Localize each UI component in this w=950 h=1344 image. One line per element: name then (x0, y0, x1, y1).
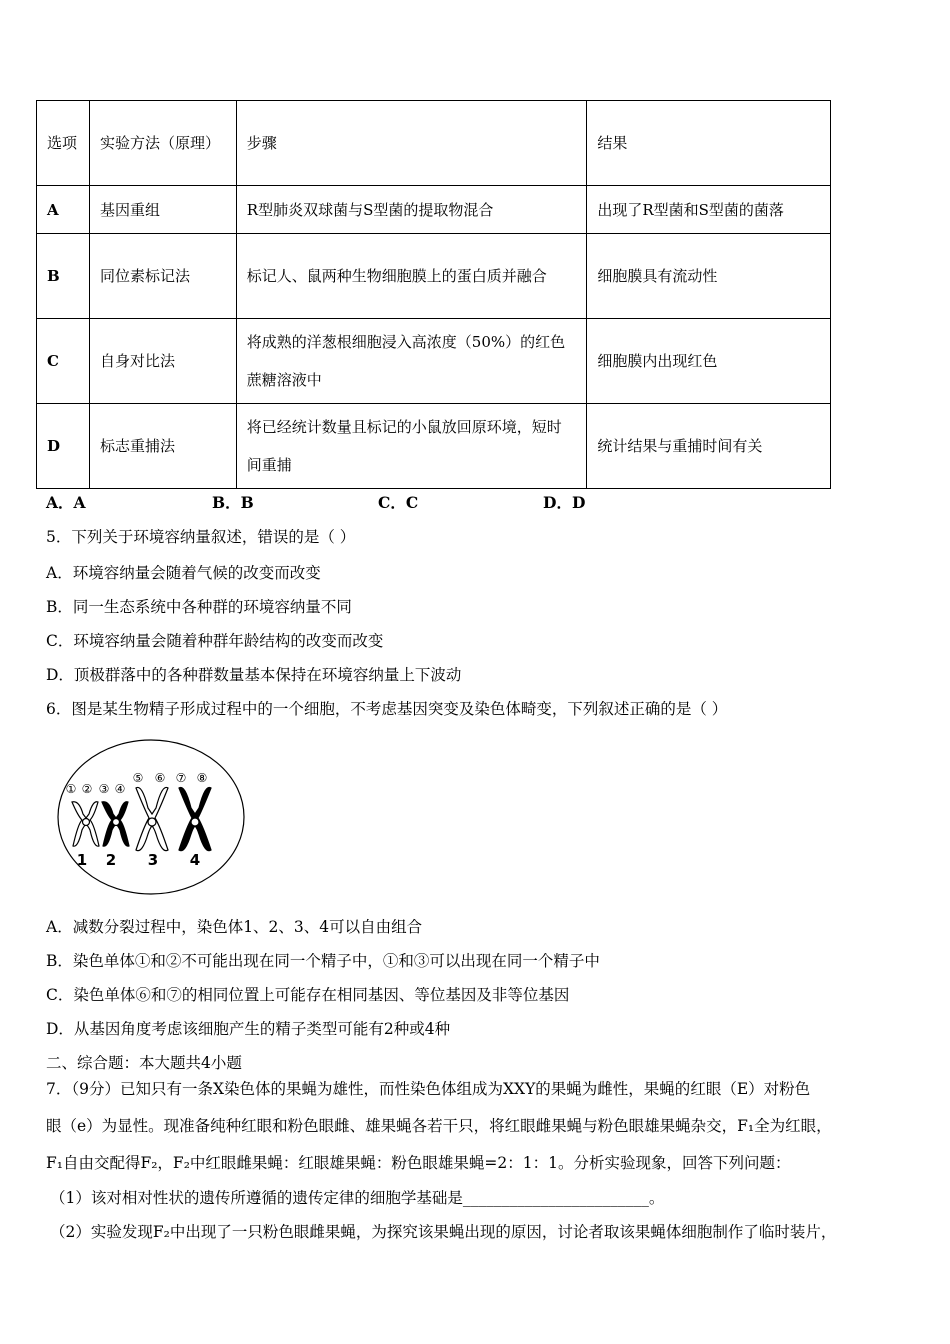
q7-line-2: 眼（e）为显性。现准备纯种红眼和粉色眼雌、雄果蝇各若干只，将红眼雌果蝇与粉色眼雄果蝇杂交，F₁全为红眼， (46, 1117, 832, 1135)
q5-option-d: D．顶极群落中的各种群数量基本保持在环境容纳量上下波动 (46, 666, 462, 684)
chromatid-label-7: ⑦ (175, 771, 187, 785)
q4-choice-c: C．C (378, 493, 419, 512)
chromosome-4 (179, 787, 211, 850)
row-result: 出现了R型菌和S型菌的菌落 (587, 186, 831, 234)
q4-choice-a: A．A (46, 493, 86, 512)
chromosome-label-3: 3 (147, 851, 159, 869)
q5-stem: 5．下列关于环境容纳量叙述，错误的是（ ） (46, 528, 356, 546)
table-row (37, 234, 831, 319)
q6-option-d: D．从基因角度考虑该细胞产生的精子类型可能有2种或4种 (46, 1020, 451, 1038)
row-steps: 标记人、鼠两种生物细胞膜上的蛋白质并融合 (236, 234, 587, 319)
header-option: 选项 (37, 101, 90, 186)
chromosome-label-2: 2 (105, 851, 117, 869)
header-result: 结果 (587, 101, 831, 186)
q4-choice-b: B．B (212, 493, 254, 512)
chromatid-label-4: ④ (114, 782, 126, 796)
q6-option-a: A．减数分裂过程中，染色体1、2、3、4可以自由组合 (46, 918, 423, 936)
q7-line-1: 7．（9分）已知只有一条X染色体的果蝇为雄性，而性染色体组成为XXY的果蝇为雌性，果蝇的红眼（E）对粉色 (46, 1080, 811, 1098)
row-result: 细胞膜具有流动性 (587, 234, 831, 319)
table-row (37, 404, 831, 489)
chromosome-1 (72, 802, 99, 846)
row-steps: 将已经统计数量且标记的小鼠放回原环境，短时间重捕 (236, 404, 587, 489)
header-method: 实验方法（原理） (89, 101, 236, 186)
row-result: 统计结果与重捕时间有关 (587, 404, 831, 489)
q7-sub-1: （1）该对相对性状的遗传所遵循的遗传定律的细胞学基础是________________________。 (50, 1189, 665, 1207)
chromatid-label-2: ② (81, 782, 93, 796)
chromatid-label-6: ⑥ (154, 771, 166, 785)
chromosome-2 (102, 802, 129, 846)
chromatid-label-8: ⑧ (196, 771, 208, 785)
experiment-table (36, 100, 831, 489)
cell-figure (56, 738, 246, 896)
row-result: 细胞膜内出现红色 (587, 319, 831, 404)
q4-choice-d: D．D (543, 493, 586, 512)
chromosome-label-4: 4 (189, 851, 201, 869)
row-option: B (37, 234, 90, 319)
header-steps: 步骤 (236, 101, 587, 186)
row-option: C (37, 319, 90, 404)
q6-option-c: C．染色单体⑥和⑦的相同位置上可能存在相同基因、等位基因及非等位基因 (46, 986, 570, 1004)
row-option: D (37, 404, 90, 489)
row-method: 同位素标记法 (89, 234, 236, 319)
chromatid-label-3: ③ (98, 782, 110, 796)
row-method: 标志重捕法 (89, 404, 236, 489)
chromosome-3 (136, 787, 168, 850)
table-header-row (37, 101, 831, 186)
row-method: 基因重组 (89, 186, 236, 234)
row-method: 自身对比法 (89, 319, 236, 404)
row-option: A (37, 186, 90, 234)
q7-sub-2: （2）实验发现F₂中出现了一只粉色眼雌果蝇，为探究该果蝇出现的原因，讨论者取该果蝇体细胞制作了临时装片， (50, 1223, 837, 1241)
q5-option-c: C．环境容纳量会随着种群年龄结构的改变而改变 (46, 632, 384, 650)
table-row (37, 319, 831, 404)
row-steps: R型肺炎双球菌与S型菌的提取物混合 (236, 186, 587, 234)
q5-option-a: A．环境容纳量会随着气候的改变而改变 (46, 564, 321, 582)
chromatid-label-1: ① (65, 782, 77, 796)
q7-line-3: F₁自由交配得F₂，F₂中红眼雌果蝇：红眼雄果蝇：粉色眼雄果蝇=2：1：1。分析实验现象，回答下列问题： (46, 1154, 791, 1172)
chromosome-label-1: 1 (76, 851, 88, 869)
row-steps: 将成熟的洋葱根细胞浸入高浓度（50%）的红色蔗糖溶液中 (236, 319, 587, 404)
chromatid-label-5: ⑤ (132, 771, 144, 785)
q6-stem: 6．图是某生物精子形成过程中的一个细胞，不考虑基因突变及染色体畸变，下列叙述正确的是（ ） (46, 700, 728, 718)
section-heading: 二、综合题：本大题共4小题 (46, 1054, 242, 1072)
q5-option-b: B．同一生态系统中各种群的环境容纳量不同 (46, 598, 352, 616)
table-row (37, 186, 831, 234)
q6-option-b: B．染色单体①和②不可能出现在同一个精子中，①和③可以出现在同一个精子中 (46, 952, 600, 970)
